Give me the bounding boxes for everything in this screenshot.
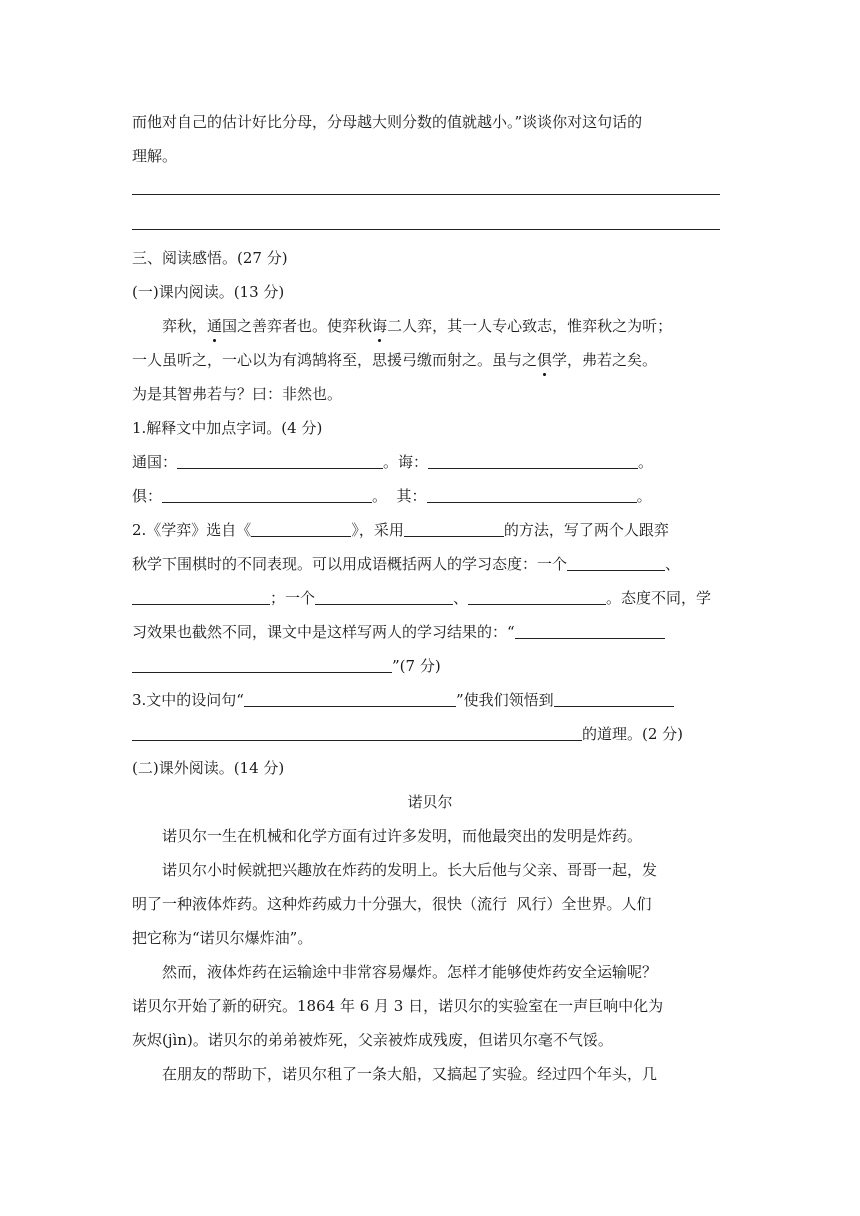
article-paragraph-4-line-1: 在朋友的帮助下，诺贝尔租了一条大船，又搞起了实验。经过四个年头，几 — [162, 1065, 658, 1083]
question-2-line-2: 秋学下围棋时的不同表现。可以用成语概括两人的学习态度：一个 、 — [132, 555, 681, 573]
answer-blank[interactable] — [567, 555, 665, 571]
article-paragraph-3-line-3: 灰烬(jìn)。诺贝尔的弟弟被炸死，父亲被炸成残废，但诺贝尔毫不气馁。 — [132, 1031, 613, 1049]
answer-blank[interactable] — [251, 521, 351, 537]
question-2-line-1: 2.《学弈》选自《 》，采用 的方法，写了两个人跟弈 — [132, 521, 669, 539]
answer-blank[interactable] — [428, 453, 638, 469]
part-2-heading: (二)课外阅读。(14 分) — [132, 759, 285, 777]
article-paragraph-2-line-1: 诺贝尔小时候就把兴趣放在炸药的发明上。长大后他与父亲、哥哥一起，发 — [162, 861, 658, 879]
answer-blank[interactable] — [315, 589, 453, 605]
question-2-line-5: ”(7 分) — [132, 656, 441, 676]
article-paragraph-3-line-2: 诺贝尔开始了新的研究。1864 年 6 月 3 日，诺贝尔的实验室在一声巨响中化为 — [132, 997, 664, 1015]
article-paragraph-2-line-2: 明了一种液体炸药。这种炸药威力十分强大，很快（流行 风行）全世界。人们 — [132, 895, 652, 913]
passage-line-1: 弈秋，通国之善弈者也。使弈秋诲二人弈，其一人专心致志，惟弈秋之为听； — [162, 317, 673, 335]
question-2-line-4: 习效果也截然不同，课文中是这样写两人的学习结果的：“ — [132, 622, 665, 642]
part-1-heading: (一)课内阅读。(13 分) — [132, 283, 285, 301]
dotted-char: 俱 — [537, 351, 553, 369]
answer-blank[interactable] — [244, 691, 456, 707]
dotted-char: 诲 — [372, 317, 388, 335]
section-3-heading: 三、阅读感悟。(27 分) — [132, 249, 288, 267]
article-paragraph-1: 诺贝尔一生在机械和化学方面有过许多发明，而他最突出的发明是炸药。 — [162, 827, 643, 845]
answer-blank[interactable] — [177, 453, 383, 469]
answer-blank[interactable] — [162, 487, 372, 503]
article-title: 诺贝尔 — [407, 793, 453, 811]
answer-blank[interactable] — [132, 589, 270, 605]
answer-blank[interactable] — [554, 691, 674, 707]
answer-blank[interactable] — [404, 521, 504, 537]
article-paragraph-3-line-1: 然而，液体炸药在运输途中非常容易爆炸。怎样才能够使炸药安全运输呢？ — [162, 963, 658, 981]
passage-line-2: 一人虽听之，一心以为有鸿鹄将至，思援弓缴而射之。虽与之俱学，弗若之矣。 — [132, 351, 658, 369]
answer-blank[interactable] — [132, 657, 392, 673]
question-1-row-1: 通国： 。诲： 。 — [132, 453, 654, 471]
answer-blank[interactable] — [427, 487, 637, 503]
article-paragraph-2-line-3: 把它称为“诺贝尔爆炸油”。 — [132, 929, 313, 947]
question-1-row-2: 俱： 。 其： 。 — [132, 487, 652, 505]
dotted-char: 通 — [207, 317, 223, 335]
answer-line[interactable] — [132, 194, 720, 195]
answer-blank[interactable] — [515, 623, 665, 639]
question-3-line-2: 的道理。(2 分) — [132, 724, 683, 744]
answer-blank[interactable] — [132, 725, 582, 741]
answer-blank[interactable] — [468, 589, 606, 605]
question-2-line-3: ；一个 、 。态度不同，学 — [132, 588, 711, 608]
question-3-line-1: 3.文中的设问句“ ”使我们领悟到 — [132, 690, 674, 710]
passage-line-3: 为是其智弗若与？曰：非然也。 — [132, 385, 343, 403]
question-1: 1.解释文中加点字词。(4 分) — [132, 419, 323, 437]
intro-line-2: 理解。 — [132, 147, 178, 165]
answer-line[interactable] — [132, 229, 720, 230]
intro-line-1: 而他对自己的估计好比分母，分母越大则分数的值就越小。”谈谈你对这句话的 — [132, 113, 643, 131]
